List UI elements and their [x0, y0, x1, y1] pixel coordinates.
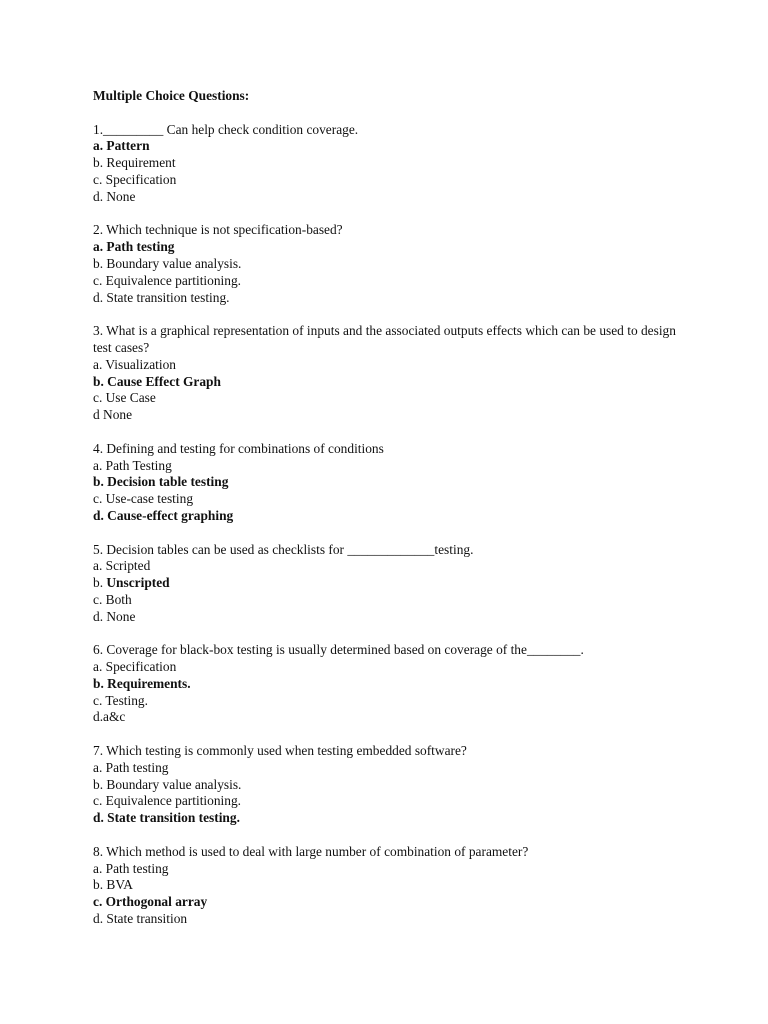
option-b: b. BVA: [93, 877, 133, 893]
option-d: d. State transition testing.: [93, 289, 230, 305]
option-c: c. Equivalence partitioning.: [93, 272, 241, 288]
document-content: [93, 88, 693, 945]
option-a: a. Path Testing: [93, 457, 172, 473]
question-6: [93, 642, 693, 726]
option-c: c. Specification: [93, 171, 177, 187]
option-a: a. Specification: [93, 659, 177, 675]
question-2: [93, 222, 693, 306]
question-text: 3. What is a graphical representation of inputs and the associated outputs effects which can be used to design test cases?: [93, 323, 680, 355]
option-d: d.a&c: [93, 709, 126, 725]
option-b-prefix: b.: [93, 575, 107, 591]
option-a: a. Visualization: [93, 356, 176, 372]
option-b: b. Boundary value analysis.: [93, 776, 242, 792]
option-a: a. Scripted: [93, 558, 151, 574]
option-a: a. Path testing: [93, 759, 169, 775]
option-d: d. None: [93, 188, 136, 204]
option-c: c. Both: [93, 591, 132, 607]
question-5: [93, 542, 693, 626]
option-a: a. Pattern: [93, 138, 150, 154]
question-text: 1._________ Can help check condition coverage.: [93, 121, 359, 137]
option-d: d. State transition testing.: [93, 810, 240, 826]
option-b: b. Boundary value analysis.: [93, 255, 242, 271]
question-8: [93, 844, 693, 928]
question-1: [93, 122, 693, 206]
option-b: b. Decision table testing: [93, 474, 229, 490]
option-c: c. Use Case: [93, 390, 156, 406]
document-title: Multiple Choice Questions:: [93, 88, 250, 103]
option-c: c. Orthogonal array: [93, 894, 208, 910]
question-text: 7. Which testing is commonly used when testing embedded software?: [93, 743, 467, 759]
option-b-answer: Unscripted: [106, 575, 170, 591]
question-text: 8. Which method is used to deal with large number of combination of parameter?: [93, 843, 529, 859]
option-c: c. Equivalence partitioning.: [93, 793, 241, 809]
option-d: d. Cause-effect graphing: [93, 507, 234, 523]
option-a: a. Path testing: [93, 860, 169, 876]
option-d: d. None: [93, 608, 136, 624]
option-b: [93, 575, 693, 592]
question-7: [93, 743, 693, 827]
question-3: [93, 323, 693, 424]
option-b: b. Requirements.: [93, 675, 191, 691]
option-a: a. Path testing: [93, 239, 175, 255]
option-b: b. Requirement: [93, 155, 176, 171]
question-text: 2. Which technique is not specification-based?: [93, 222, 343, 238]
option-c: c. Use-case testing: [93, 491, 194, 507]
option-c: c. Testing.: [93, 692, 148, 708]
option-d: d None: [93, 407, 133, 423]
option-d: d. State transition: [93, 911, 188, 927]
option-b: b. Cause Effect Graph: [93, 373, 221, 389]
question-text: 6. Coverage for black-box testing is usually determined based on coverage of the________.: [93, 642, 584, 658]
question-4: [93, 441, 693, 525]
question-text: 5. Decision tables can be used as checklists for _____________testing.: [93, 541, 474, 557]
question-text: 4. Defining and testing for combinations of conditions: [93, 440, 384, 456]
